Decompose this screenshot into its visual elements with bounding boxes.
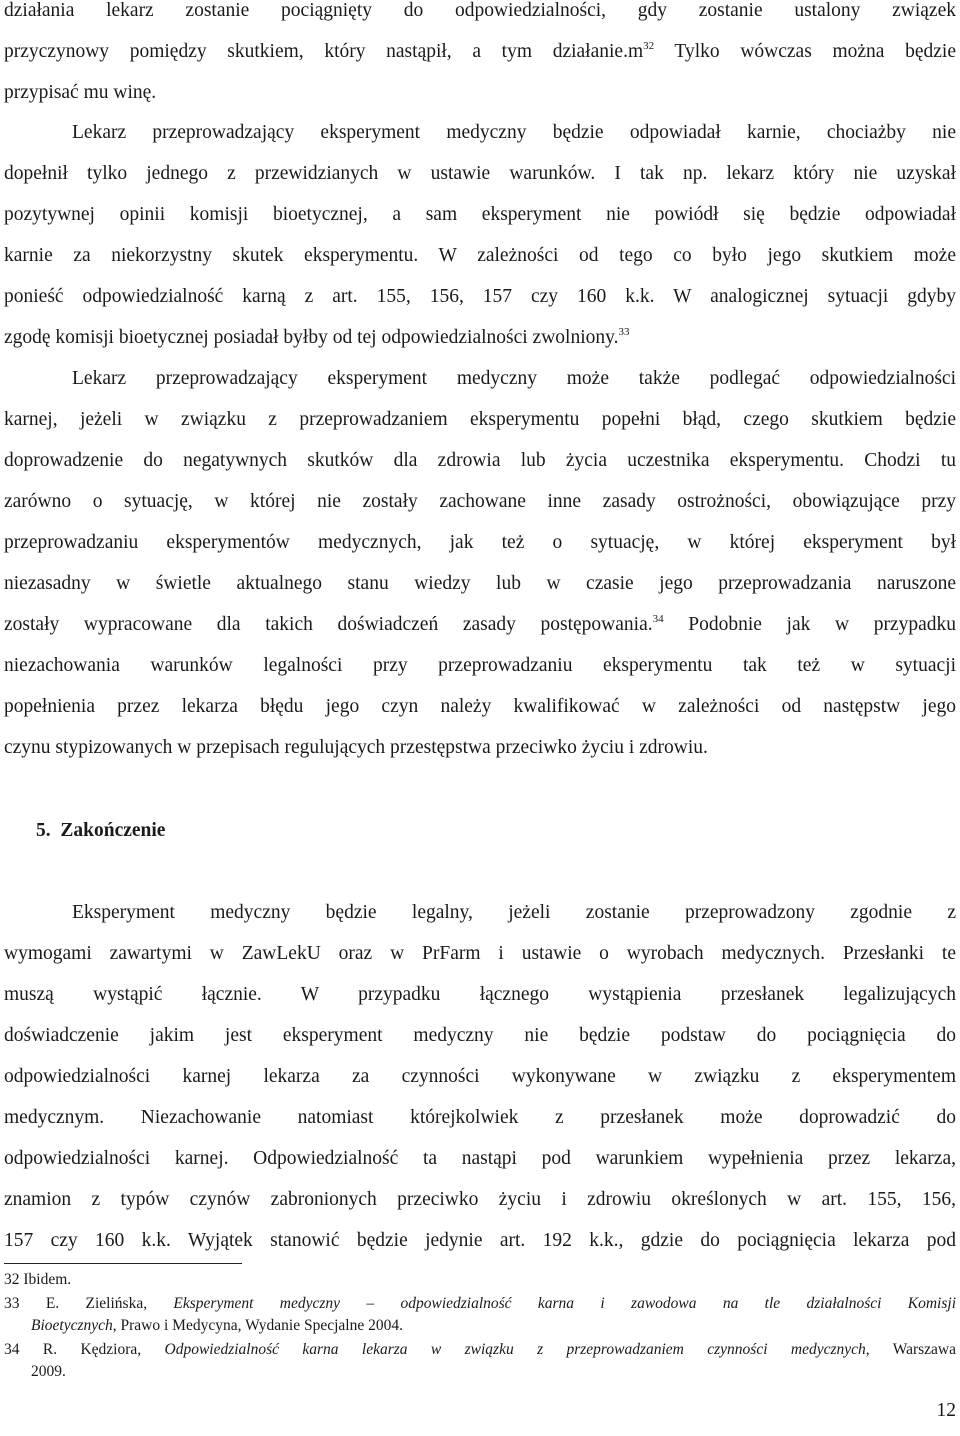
text-line: odpowiedzialności karnej. Odpowiedzialność ta nastąpi pod warunkiem wypełnienia przez lekarza, — [4, 1148, 956, 1169]
text-line: medycznym. Niezachowanie natomiast którejkolwiek z przesłanek może doprowadzić do — [4, 1107, 956, 1128]
text-line: 157 czy 160 k.k. Wyjątek stanowić będzie jedynie art. 192 k.k., gdzie do pociągnięcia lekarza pod — [4, 1230, 956, 1251]
paragraph-4 — [4, 892, 956, 1261]
footnote-ref-34[interactable]: 34 — [652, 613, 664, 625]
text-line: zostały wypracowane dla takich doświadczeń zasady postępowania.$^{34}$ Podobnie jak w przypadku — [4, 613, 956, 635]
text-line: Lekarz przeprowadzający eksperyment medyczny będzie odpowiadał karnie, chociażby nie — [72, 122, 956, 143]
footnote-33: 33 E. Zielińska, Eksperyment medyczny – odpowiedzialność karna i zawodowa na tle działalności Komisji Bioetycznych, Prawo i Medycyna, Wydanie Specjalne 2004. — [4, 1295, 956, 1334]
page-number: 12 — [936, 1400, 956, 1421]
text-line: popełnienia przez lekarza błędu jego czyn należy kwalifikować w zależności od następstw jego — [4, 696, 956, 717]
text-line: doprowadzenie do negatywnych skutków dla zdrowia lub życia uczestnika eksperymentu. Chodzi tu — [4, 450, 956, 471]
footnote-32: 32 Ibidem. — [4, 1271, 72, 1288]
text-line: Eksperyment medyczny będzie legalny, jeżeli zostanie przeprowadzony zgodnie z — [72, 902, 956, 923]
text-line: ponieść odpowiedzialność karną z art. 155, 156, 157 czy 160 k.k. W analogicznej sytuacji gdyby — [4, 286, 956, 307]
text-line: karnie za niekorzystny skutek eksperymentu. W zależności od tego co było jego skutkiem może — [4, 245, 956, 266]
paragraph-2 — [4, 112, 956, 358]
footnote-ref-32[interactable]: 32 — [643, 40, 655, 52]
text-line: znamion z typów czynów zabronionych przeciwko życiu i zdrowiu określonych w art. 155, 156, — [4, 1189, 956, 1210]
footnote-separator — [4, 1263, 242, 1264]
text-line: niezachowania warunków legalności przy przeprowadzaniu eksperymentu tak też w sytuacji — [4, 655, 956, 676]
text-line: wymogami zawartymi w ZawLekU oraz w PrFarm i ustawie o wyrobach medycznych. Przesłanki te — [4, 943, 956, 964]
text-line: pozytywnej opinii komisji bioetycznej, a sam eksperyment nie powiódł się będzie odpowiadał — [4, 204, 956, 225]
text-line: przyczynowy pomiędzy skutkiem, który nastąpił, a tym $działanie.m^{32}$ Tylko wówczas można będzie — [4, 40, 956, 62]
footnote-ref-33[interactable]: 33 — [618, 326, 630, 338]
text-line: zgodę komisji bioetycznej posiadał byłby od tej odpowiedzialności zwolniony.$^{33}$ — [4, 326, 630, 348]
text-line: dopełnił tylko jednego z przewidzianych w ustawie warunków. I tak np. lekarz który nie uzyskał — [4, 163, 956, 184]
footnote-34: 34 R. Kędziora, Odpowiedzialność karna lekarza w związku z przeprowadzaniem czynności medycznych, Warszawa 2009. — [4, 1341, 957, 1380]
paragraph-3 — [4, 358, 956, 768]
text-line: karnej, jeżeli w związku z przeprowadzaniem eksperymentu popełni błąd, czego skutkiem będzie — [4, 409, 956, 430]
text-line: czynu stypizowanych w przepisach regulujących przestępstwa przeciwko życiu i zdrowiu. — [4, 737, 708, 758]
text-line: niezasadny w świetle aktualnego stanu wiedzy lub w czasie jego przeprowadzania naruszone — [4, 573, 956, 594]
text-line: muszą wystąpić łącznie. W przypadku łącznego wystąpienia przesłanek legalizujących — [4, 984, 956, 1005]
text-line: doświadczenie jakim jest eksperyment medyczny nie będzie podstaw do pociągnięcia do — [4, 1025, 956, 1046]
text-line: odpowiedzialności karnej lekarza za czynności wykonywane w związku z eksperymentem — [4, 1066, 956, 1087]
text-line: przeprowadzaniu eksperymentów medycznych, jak też o sytuację, w której eksperyment był — [4, 532, 956, 553]
text-line: przypisać mu winę. — [4, 82, 157, 103]
text-line: działania lekarz zostanie pociągnięty do odpowiedzialności, gdy zostanie ustalony związek — [4, 0, 956, 21]
section-heading: 5. Zakończenie — [36, 820, 166, 841]
text-line: Lekarz przeprowadzający eksperyment medyczny może także podlegać odpowiedzialności — [72, 368, 956, 389]
text-line: zarówno o sytuację, w której nie zostały zachowane inne zasady ostrożności, obowiązujące przy — [4, 491, 956, 512]
paragraph-1 — [4, 0, 956, 113]
